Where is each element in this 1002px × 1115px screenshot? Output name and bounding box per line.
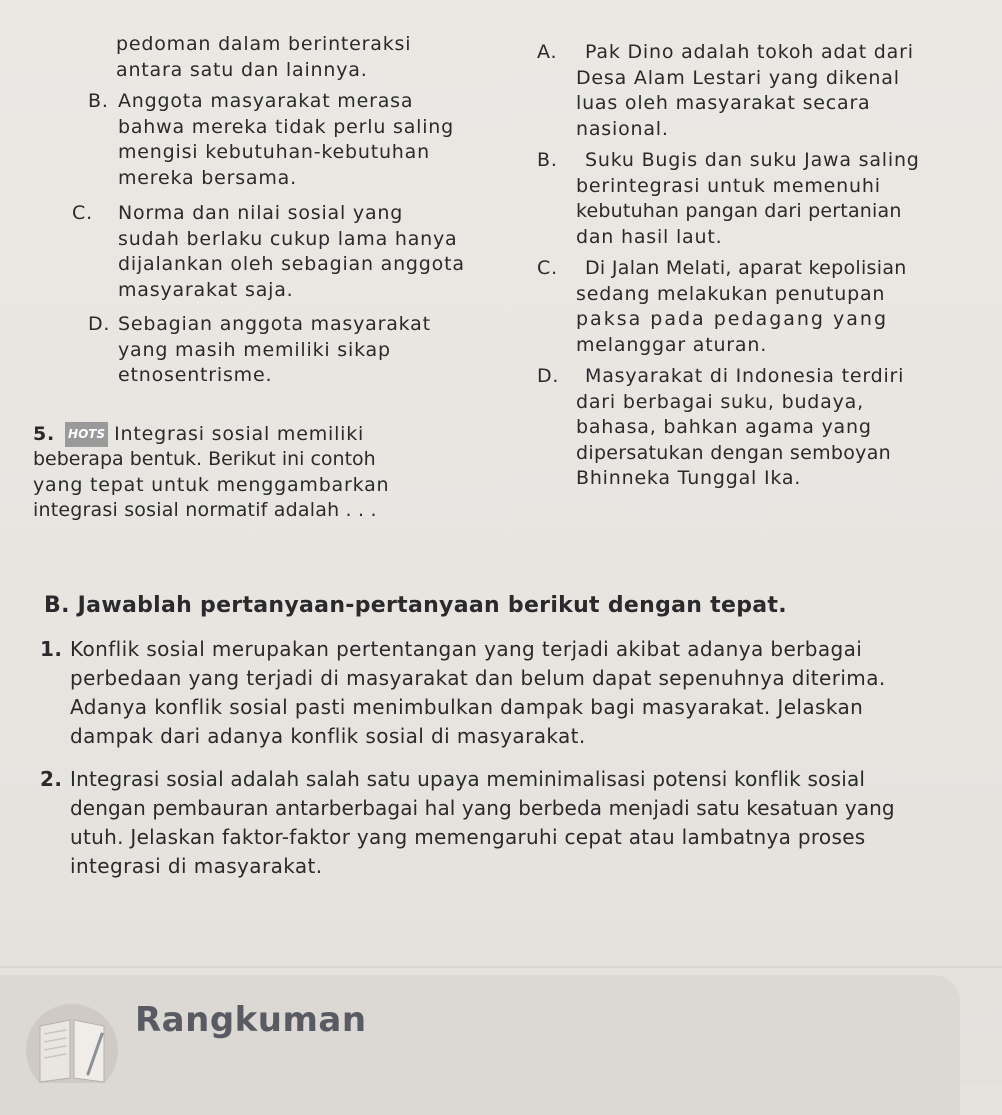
option-text: kebutuhan pangan dari pertanian: [576, 200, 902, 222]
option-text: Sebagian anggota masyarakat: [118, 313, 431, 335]
option-text: sudah berlaku cukup lama hanya: [118, 227, 458, 250]
option-text: nasional.: [576, 117, 669, 140]
option-text: melanggar aturan.: [576, 333, 768, 356]
intro-line: pedoman dalam berinteraksi: [116, 33, 412, 55]
answer-option-d[interactable]: [88, 312, 556, 389]
option-text: Pak Dino adalah tokoh adat dari: [585, 41, 914, 63]
open-book-icon: [26, 990, 118, 1083]
essay-question-1: [40, 635, 974, 751]
question-text: beberapa bentuk. Berikut ini contoh: [33, 448, 376, 470]
hots-badge: HOTS: [65, 422, 108, 448]
option-label: D.: [537, 365, 560, 387]
option-text: mengisi kebutuhan-kebutuhan: [118, 141, 430, 163]
question-text: Adanya konflik sosial pasti menimbulkan dampak bagi masyarakat. Jelaskan: [70, 695, 864, 719]
essay-question-2: [40, 765, 974, 881]
answer-option-a[interactable]: [537, 40, 977, 142]
question-number: 5.: [33, 422, 56, 445]
option-label: B.: [537, 149, 558, 171]
option-text: Anggota masyarakat merasa: [118, 90, 414, 112]
question-text: Konflik sosial merupakan pertentangan yang terjadi akibat adanya berbagai: [70, 637, 863, 661]
option-text: Norma dan nilai sosial yang: [118, 202, 404, 224]
question-text: Integrasi sosial memiliki: [114, 422, 365, 445]
option-label: B.: [88, 90, 109, 112]
left-column: [33, 32, 556, 524]
question-text: utuh. Jelaskan faktor-faktor yang memengaruhi cepat atau lambatnya proses: [70, 825, 866, 849]
question-text: perbedaan yang terjadi di masyarakat dan belum dapat sepenuhnya diterima.: [70, 666, 886, 690]
option-text: bahwa mereka tidak perlu saling: [118, 115, 454, 138]
option-text: sedang melakukan penutupan: [576, 282, 886, 305]
option-text: dan hasil laut.: [576, 225, 723, 248]
question-text: integrasi sosial normatif adalah . . .: [33, 499, 377, 521]
answer-option-b[interactable]: [88, 89, 556, 191]
question-number: 1.: [40, 637, 63, 661]
rangkuman-title: Rangkuman: [135, 1000, 367, 1040]
question-text: yang tepat untuk menggambarkan: [33, 473, 390, 496]
option-text: berintegrasi untuk memenuhi: [576, 174, 881, 197]
section-divider: [0, 966, 1002, 968]
question-text: dampak dari adanya konflik sosial di masyarakat.: [70, 724, 586, 748]
question-text: dengan pembauran antarberbagai hal yang berbeda menjadi satu kesatuan yang: [70, 796, 895, 820]
option-text: yang masih memiliki sikap: [118, 338, 391, 361]
option-text: mereka bersama.: [118, 166, 297, 189]
option-label: C.: [537, 257, 558, 279]
option-text: Di Jalan Melati, aparat kepolisian: [585, 257, 907, 279]
answer-option-c[interactable]: [537, 256, 977, 358]
question-5: [33, 422, 556, 524]
option-text: Suku Bugis dan suku Jawa saling: [585, 149, 920, 171]
option-text: dari berbagai suku, budaya,: [576, 390, 864, 413]
question-text: integrasi di masyarakat.: [70, 854, 323, 878]
option-text: paksa pada pedagang yang: [576, 308, 889, 330]
option-text: dipersatukan dengan semboyan: [576, 441, 892, 464]
answer-option-d[interactable]: [537, 364, 977, 492]
option-text: bahasa, bahkan agama yang: [576, 416, 872, 438]
question-text: Integrasi sosial adalah salah satu upaya meminimalisasi potensi konflik sosial: [70, 767, 866, 791]
rangkuman-panel: [0, 975, 960, 1115]
option-text: etnosentrisme.: [118, 364, 273, 386]
option-text: Desa Alam Lestari yang dikenal: [576, 66, 900, 89]
option-label: D.: [88, 313, 111, 335]
intro-line: antara satu dan lainnya.: [116, 58, 368, 81]
answer-option-b[interactable]: [537, 148, 977, 250]
option-text: dijalankan oleh sebagian anggota: [118, 253, 465, 275]
option-text: masyarakat saja.: [118, 278, 294, 301]
option-text: Bhinneka Tunggal Ika.: [576, 467, 802, 489]
option-text: luas oleh masyarakat secara: [576, 92, 871, 114]
section-b-heading: B. Jawablah pertanyaan-pertanyaan berikut dengan tepat.: [44, 593, 787, 618]
option-label: C.: [72, 202, 93, 224]
question-number: 2.: [40, 767, 63, 791]
right-column: [537, 40, 977, 492]
option-text: Masyarakat di Indonesia terdiri: [585, 365, 905, 387]
answer-option-c[interactable]: [72, 201, 556, 303]
option-label: A.: [537, 41, 558, 63]
